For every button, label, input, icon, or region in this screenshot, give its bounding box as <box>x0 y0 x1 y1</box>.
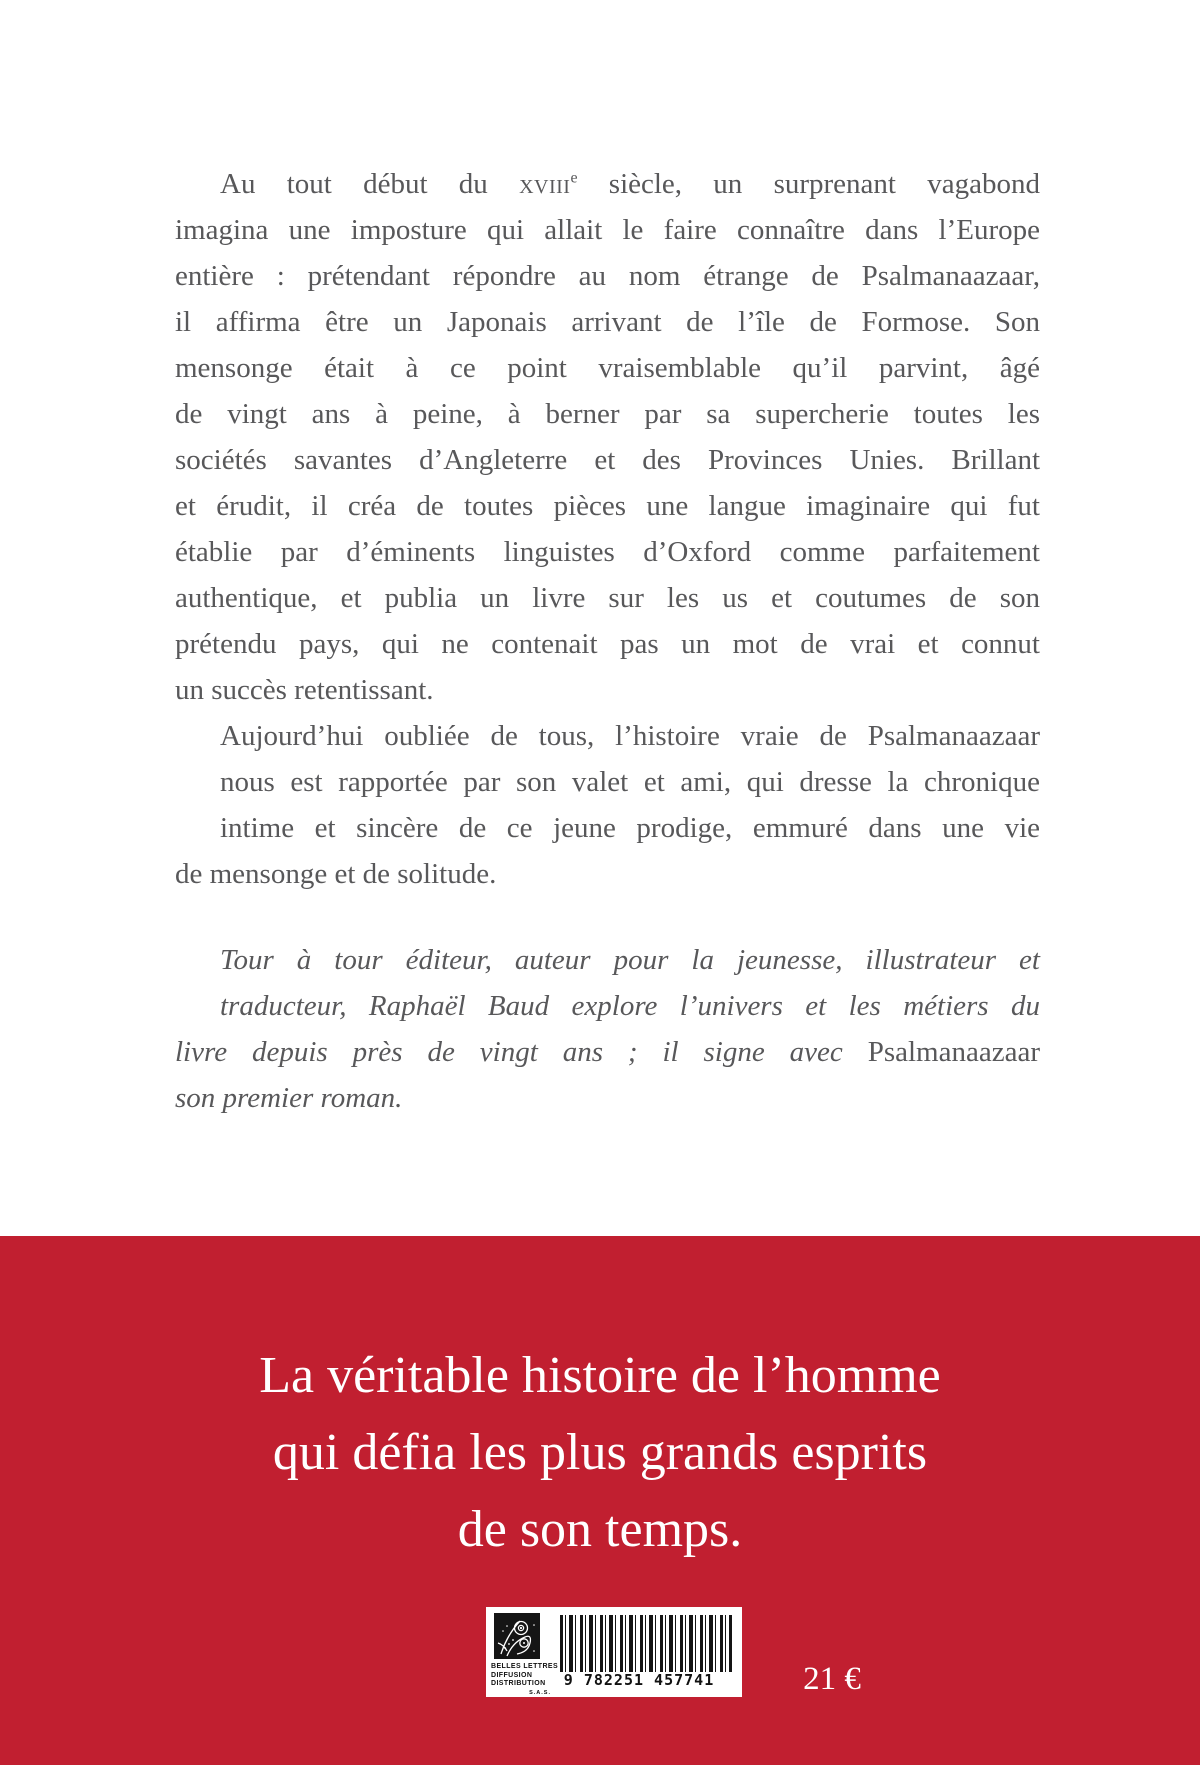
ean-digits: 9 782251 457741 <box>563 1671 715 1689</box>
text-line <box>175 1029 1040 1075</box>
publisher-line: DIFFUSION <box>491 1671 533 1679</box>
publisher-suffix: S.A.S. <box>529 1689 551 1696</box>
text-line <box>175 161 1040 207</box>
text-line: entière : prétendant répondre au nom étrange de Psalmanaazaar, <box>175 260 1040 292</box>
text-line: Aujourd’hui oubliée de tous, l’histoire vraie de Psalmanaazaar <box>220 720 1040 752</box>
paragraph-lines <box>175 937 1040 1029</box>
ean-barcode <box>560 1615 732 1672</box>
tagline-line: La véritable histoire de l’homme <box>259 1347 941 1404</box>
ordinal-superscript: e <box>570 169 578 187</box>
line-part: livre depuis près de vingt ans ; il signe avec <box>175 1036 868 1068</box>
line-part: Au tout début du <box>220 168 520 200</box>
text-line: Tour à tour éditeur, auteur pour la jeunesse, illustrateur et <box>220 944 1040 976</box>
text-line: authentique, et publia un livre sur les us et coutumes de son <box>175 582 1040 614</box>
red-band <box>0 1236 1200 1765</box>
text-line: de vingt ans à peine, à berner par sa supercherie toutes les <box>175 398 1040 430</box>
tagline <box>0 1337 1200 1568</box>
text-line: il affirma être un Japonais arrivant de l’île de Formose. Son <box>175 306 1040 338</box>
barcode-label <box>486 1607 742 1697</box>
line-part: siècle, un surprenant vagabond <box>577 168 1040 200</box>
publisher-mark <box>491 1663 559 1697</box>
text-line: prétendu pays, qui ne contenait pas un mot de vrai et connut <box>175 628 1040 660</box>
text-line: traducteur, Raphaël Baud explore l’univers et les métiers du <box>220 990 1040 1022</box>
synopsis-paragraph-1 <box>175 161 1040 713</box>
tagline-line: qui défia les plus grands esprits <box>272 1424 928 1481</box>
paragraph-lines <box>175 713 1040 851</box>
belles-lettres-owl-logo <box>494 1613 540 1659</box>
paragraph-lines <box>175 207 1040 667</box>
text-line: imagina une imposture qui allait le faire connaître dans l’Europe <box>175 214 1040 246</box>
text-line: un succès retentissant. <box>175 674 434 706</box>
tagline-line: de son temps. <box>457 1501 743 1558</box>
text-line: de mensonge et de solitude. <box>175 858 497 890</box>
text-line: intime et sincère de ce jeune prodige, emmuré dans une vie <box>220 812 1040 844</box>
price: 21 € <box>803 1661 861 1697</box>
synopsis-paragraph-2 <box>175 713 1040 897</box>
text-line: sociétés savantes d’Angleterre et des Provinces Unies. Brillant <box>175 444 1040 476</box>
book-title-roman: Psalmanaazaar <box>867 1036 1040 1068</box>
roman-numeral-smallcaps: xviii <box>519 168 571 200</box>
text-line: mensonge était à ce point vraisemblable qu’il parvint, âgé <box>175 352 1040 384</box>
publisher-line: DISTRIBUTION <box>491 1680 546 1687</box>
text-line: son premier roman. <box>175 1082 403 1114</box>
text-line: et érudit, il créa de toutes pièces une langue imaginaire qui fut <box>175 490 1040 522</box>
publisher-lines <box>491 1663 559 1689</box>
author-bio <box>175 937 1040 1121</box>
synopsis <box>175 161 1040 1121</box>
text-line: établie par d’éminents linguistes d’Oxford comme parfaitement <box>175 536 1040 568</box>
publisher-line: BELLES LETTRES <box>491 1663 559 1670</box>
text-line: nous est rapportée par son valet et ami, qui dresse la chronique <box>220 766 1040 798</box>
